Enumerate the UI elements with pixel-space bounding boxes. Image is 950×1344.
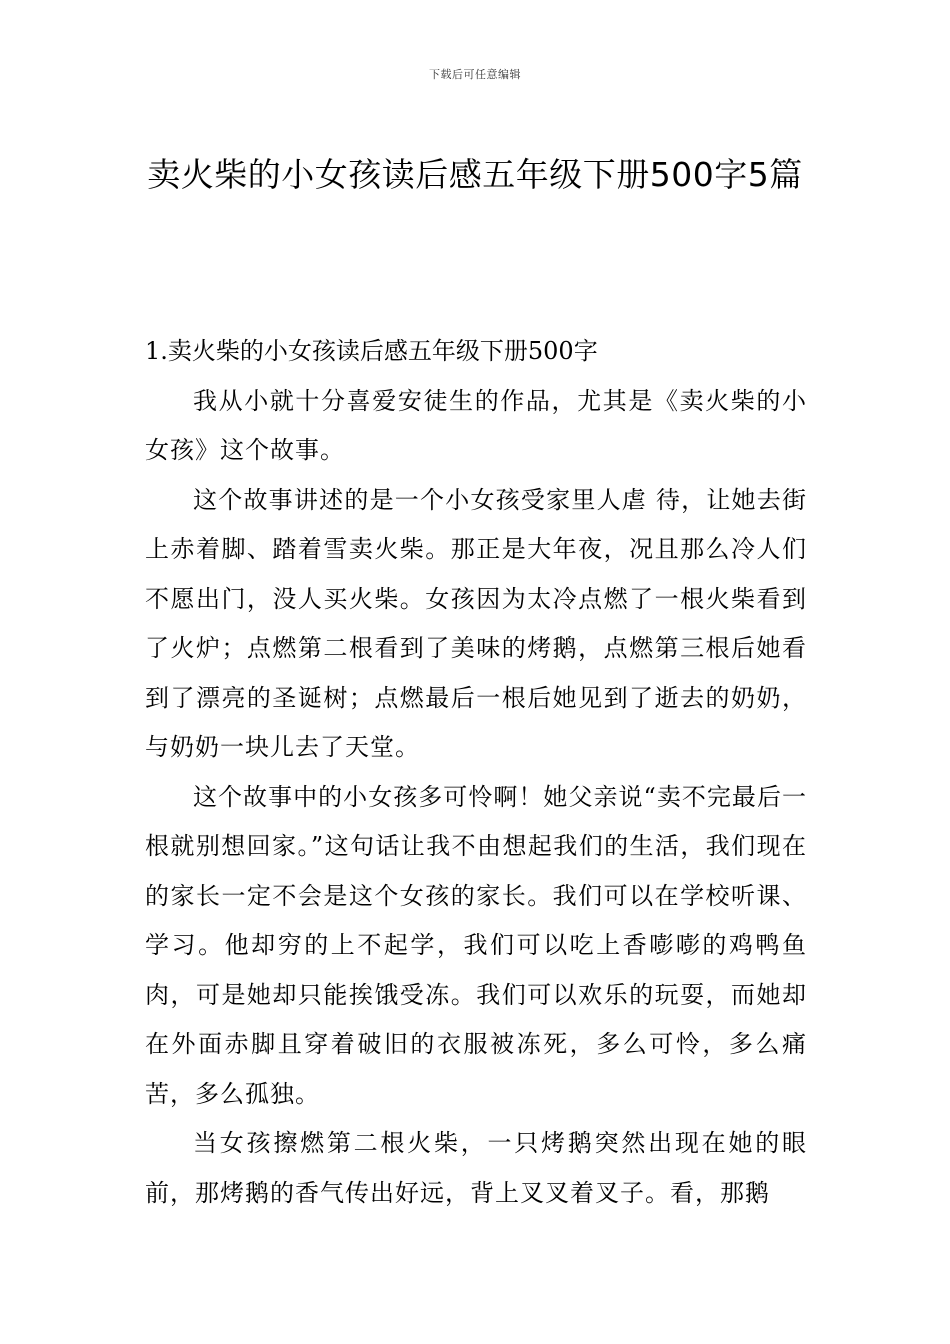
document-body xyxy=(145,327,807,1218)
document-title: 卖火柴的小女孩读后感五年级下册500字5篇 xyxy=(147,155,803,195)
header-note: 下载后可任意编辑 xyxy=(429,68,521,81)
section-heading: 1.卖火柴的小女孩读后感五年级下册500字 xyxy=(145,337,598,365)
paragraph-1: 我从小就十分喜爱安徒生的作品，尤其是《卖火柴的小女孩》这个故事。 xyxy=(145,386,807,464)
paragraph-4: 当女孩擦燃第二根火柴，一只烤鹅突然出现在她的眼前，那烤鹅的香气传出好远，背上叉叉着叉子。看，那鹅 xyxy=(145,1129,807,1207)
paragraph-3: 这个故事中的小女孩多可怜啊！她父亲说“卖不完最后一根就别想回家。”这句话让我不由想起我们的生活，我们现在的家长一定不会是这个女孩的家长。我们可以在学校听课、学习。他却穷的上不起学，我们可以吃上香嘭嘭的鸡鸭鱼肉，可是她却只能挨饿受冻。我们可以欢乐的玩耍，而她却在外面赤脚且穿着破旧的衣服被冻死，多么可怜，多么痛苦，多么孤独。 xyxy=(145,782,807,1108)
paragraph-2: 这个故事讲述的是一个小女孩受家里人虐 待，让她去街上赤着脚、踏着雪卖火柴。那正是大年夜，况且那么冷人们不愿出门，没人买火柴。女孩因为太冷点燃了一根火柴看到了火炉；点燃第二根看到了美味的烤鹅，点燃第三根后她看到了漂亮的圣诞树；点燃最后一根后她见到了逝去的奶奶，与奶奶一块儿去了天堂。 xyxy=(145,485,807,761)
